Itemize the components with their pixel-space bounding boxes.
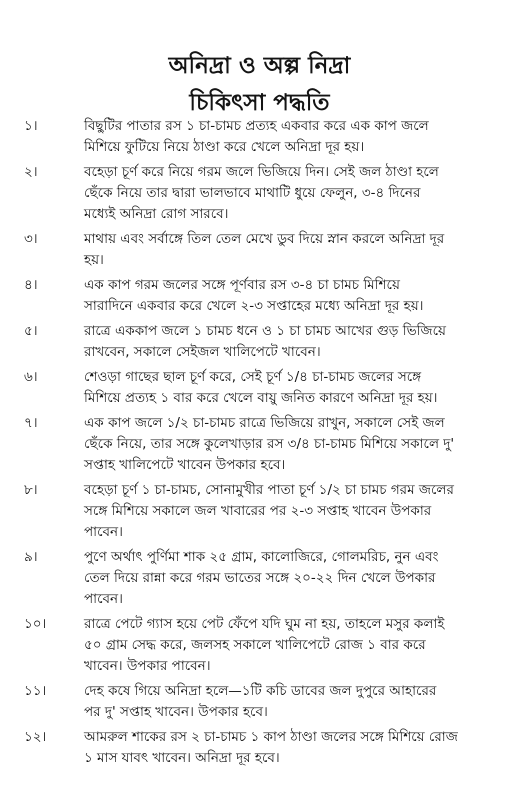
item-text <box>84 367 512 409</box>
text-line: রাত্রে পেটে গ্যাস হয়ে পেট ফেঁপে যদি ঘুম না হয়, তাহলে মসুর কলাই <box>84 616 445 632</box>
text-line: মাথায় এবং সর্বাঙ্গে তিল তেল মেখে ডুব দিয়ে স্নান করলে অনিদ্রা দূর <box>84 231 445 247</box>
list-item <box>0 162 519 225</box>
item-number: ৯। <box>24 549 38 565</box>
item-text <box>84 229 512 271</box>
text-line: বিছুটির পাতার রস ১ চা-চামচ প্রত্যহ একবার করে এক কাপ জলে <box>84 118 429 134</box>
text-line: খাবেন। উপকার পাবেন। <box>84 658 211 674</box>
text-line: শেওড়া গাছের ছাল চূর্ণ করে, সেই চূর্ণ ১/৪ চা-চামচ জলের সঙ্গে <box>84 369 422 385</box>
list-item <box>0 321 519 363</box>
list-item <box>0 275 519 317</box>
item-text <box>84 116 512 158</box>
text-line: মিশিয়ে ফুটিয়ে নিয়ে ঠাণ্ডা করে খেলে অনিদ্রা দূর হয়। <box>84 139 365 155</box>
text-line: আমরুল শাকের রস ২ চা-চামচ ১ কাপ ঠাণ্ডা জলের সঙ্গে মিশিয়ে রোজ <box>84 729 458 745</box>
text-line: সপ্তাহ খালিপেটে খাবেন উপকার হবে। <box>84 457 286 473</box>
text-line: দেহ কষে গিয়ে অনিদ্রা হলে—১টি কচি ডাবের জল দুপুরে আহারের <box>84 683 437 699</box>
item-text <box>84 727 512 769</box>
item-text <box>84 681 512 723</box>
list-item <box>0 614 519 677</box>
item-number: ১০। <box>24 616 47 632</box>
remedy-list <box>0 116 519 773</box>
text-line: বহেড়া চূর্ণ ১ চা-চামচ, সোনামুখীর পাতা চূর্ণ ১/২ চা চামচ গরম জলের <box>84 482 454 498</box>
list-item <box>0 727 519 769</box>
text-line: ছেঁকে নিয়ে, তার সঙ্গে কুলেখাড়ার রস ৩/৪ চা-চামচ মিশিয়ে সকালে দু' <box>84 436 455 452</box>
item-number: ১২। <box>24 729 47 745</box>
list-item <box>0 681 519 723</box>
item-text <box>84 275 512 317</box>
item-number: ৭। <box>24 415 38 431</box>
list-item <box>0 229 519 271</box>
text-line: রাত্রে এককাপ জলে ১ চামচ ধনে ও ১ চা চামচ আখের গুড় ভিজিয়ে <box>84 323 446 339</box>
text-line: মিশিয়ে প্রত্যহ ১ বার করে খেলে বায়ু জনিত কারণে অনিদ্রা দূর হয়। <box>84 390 438 406</box>
item-number: ৫। <box>24 323 38 339</box>
item-number: ৬। <box>24 369 38 385</box>
text-line: ছেঁকে নিয়ে তার দ্বারা ভালভাবে মাথাটি ধুয়ে ফেলুন, ৩-৪ দিনের <box>84 185 421 201</box>
text-line: এক কাপ জলে ১/২ চা-চামচ রাত্রে ভিজিয়ে রাখুন, সকালে সেই জল <box>84 415 445 431</box>
list-item <box>0 413 519 476</box>
item-number: ৪। <box>24 277 38 293</box>
item-number: ১১। <box>24 683 47 699</box>
item-number: ২। <box>24 164 38 180</box>
text-line: ১ মাস যাবৎ খাবেন। অনিদ্রা দূর হবে। <box>84 750 280 766</box>
page-subtitle: চিকিৎসা পদ্ধতি <box>189 90 330 116</box>
item-number: ১। <box>24 118 38 134</box>
item-number: ৩। <box>24 231 38 247</box>
text-line: পর দু' সপ্তাহ খাবেন। উপকার হবে। <box>84 704 268 720</box>
text-line: পাবেন। <box>84 524 123 540</box>
text-line: মধ্যেই অনিদ্রা রোগ সারবে। <box>84 206 229 222</box>
list-item <box>0 547 519 610</box>
item-text <box>84 413 512 476</box>
text-line: বহেড়া চূর্ণ করে নিয়ে গরম জলে ভিজিয়ে দিন। সেই জল ঠাণ্ডা হলে <box>84 164 439 180</box>
text-line: তেল দিয়ে রান্না করে গরম ভাতের সঙ্গে ২০-২২ দিন খেলে উপকার <box>84 570 436 586</box>
text-line: সারাদিনে একবার করে খেলে ২-৩ সপ্তাহের মধ্যে অনিদ্রা দূর হয়। <box>84 298 424 314</box>
text-line: পুণে অর্থাৎ পুর্ণিমা শাক ২৫ গ্রাম, কালোজিরে, গোলমরিচ, নুন এবং <box>84 549 439 565</box>
list-item <box>0 367 519 409</box>
text-line: হয়। <box>84 252 104 268</box>
item-text <box>84 614 512 677</box>
text-line: ৫০ গ্রাম সেদ্ধ করে, জলসহ সকালে খালিপেটে রোজ ১ বার করে <box>84 637 426 653</box>
text-line: পাবেন। <box>84 591 123 607</box>
list-item <box>0 480 519 543</box>
text-line: সঙ্গে মিশিয়ে সকালে জল খাবারের পর ২-৩ সপ্তাহ খাবেন উপকার <box>84 503 432 519</box>
text-line: রাখবেন, সকালে সেইজল খালিপেটে খাবেন। <box>84 344 321 360</box>
item-text <box>84 162 512 225</box>
text-line: এক কাপ গরম জলের সঙ্গে পূর্ণবার রস ৩-৪ চা চামচ মিশিয়ে <box>84 277 400 293</box>
item-text <box>84 321 512 363</box>
page-title: অনিদ্রা ও অল্প নিদ্রা <box>168 53 351 79</box>
item-text <box>84 547 512 610</box>
item-number: ৮। <box>24 482 38 498</box>
item-text <box>84 480 512 543</box>
list-item <box>0 116 519 158</box>
